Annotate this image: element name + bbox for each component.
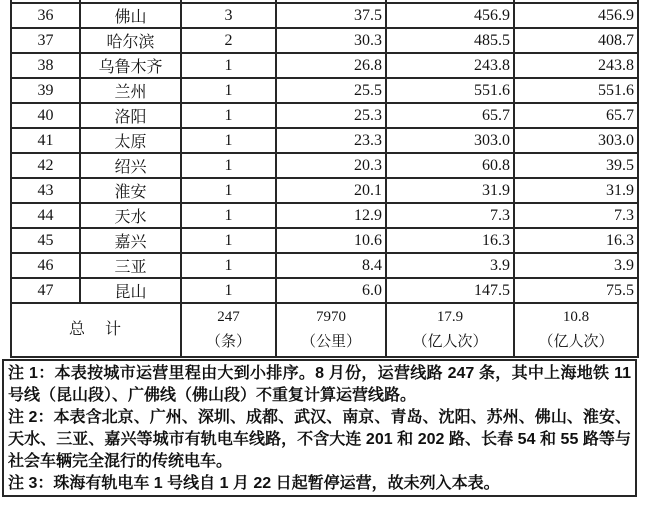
table-row: [11, 228, 638, 253]
metric1-cell: 243.8: [386, 53, 514, 78]
line-count-cell: 1: [181, 53, 276, 78]
mileage-cell: 37.5: [276, 3, 386, 28]
rank-cell: 47: [11, 278, 80, 303]
table-row: [11, 128, 638, 153]
metric2-cell: 243.8: [514, 53, 638, 78]
total-metric2-cell: [514, 303, 638, 357]
mileage-cell: 26.8: [276, 53, 386, 78]
total-mileage-cell: [276, 303, 386, 357]
rank-cell: 37: [11, 28, 80, 53]
line-count-cell: 1: [181, 203, 276, 228]
metric2-cell: 7.3: [514, 203, 638, 228]
table-row: [11, 28, 638, 53]
table-row: [11, 178, 638, 203]
metric1-cell: 7.3: [386, 203, 514, 228]
total-label-cell: [11, 303, 181, 357]
city-cell: 兰州: [80, 78, 181, 103]
metric1-cell: 303.0: [386, 128, 514, 153]
total-metric1-unit: （亿人次）: [412, 334, 488, 350]
line-count-cell: 1: [181, 103, 276, 128]
footnote-2: 注 2：本表含北京、广州、深圳、成都、武汉、南京、青岛、沈阳、苏州、佛山、淮安、天水、三亚、嘉兴等城市有轨电车线路，不含大连 201 和 202 路、长春 54 和 55 路等与社会车辆完全混行的传统电车。: [8, 409, 631, 470]
table-row: [11, 203, 638, 228]
rank-cell: 40: [11, 103, 80, 128]
metric1-cell: 60.8: [386, 153, 514, 178]
rank-cell: 44: [11, 203, 80, 228]
line-count-cell: 1: [181, 228, 276, 253]
footnote-1: 注 1：本表按城市运营里程由大到小排序。8 月份，运营线路 247 条，其中上海地铁 11 号线（昆山段）、广佛线（佛山段）不重复计算运营线路。: [8, 365, 631, 404]
total-row: [11, 303, 638, 357]
table-row: [11, 53, 638, 78]
total-metric2-value: 10.8: [562, 309, 590, 325]
mileage-cell: 10.6: [276, 228, 386, 253]
total-metric1-cell: [386, 303, 514, 357]
city-cell: 佛山: [80, 3, 181, 28]
metric2-cell: 551.6: [514, 78, 638, 103]
city-cell: 太原: [80, 128, 181, 153]
mileage-cell: 20.3: [276, 153, 386, 178]
table-row: [11, 153, 638, 178]
line-count-cell: 1: [181, 78, 276, 103]
metric2-cell: 31.9: [514, 178, 638, 203]
metric2-cell: 16.3: [514, 228, 638, 253]
line-count-cell: 1: [181, 178, 276, 203]
line-count-cell: 2: [181, 28, 276, 53]
mileage-cell: 6.0: [276, 278, 386, 303]
mileage-cell: 30.3: [276, 28, 386, 53]
table-row: [11, 3, 638, 28]
table-row: [11, 78, 638, 103]
city-cell: 淮安: [80, 178, 181, 203]
total-metric1-value: 17.9: [436, 309, 464, 325]
line-count-cell: 1: [181, 278, 276, 303]
rank-cell: 38: [11, 53, 80, 78]
footnote-3: 注 3：珠海有轨电车 1 号线自 1 月 22 日起暂停运营，故未列入本表。: [8, 475, 500, 492]
table-row: [11, 278, 638, 303]
line-count-cell: 3: [181, 3, 276, 28]
total-lines-value: 247: [217, 309, 240, 325]
rank-cell: 41: [11, 128, 80, 153]
rank-cell: 45: [11, 228, 80, 253]
footnotes-box: [2, 359, 637, 497]
metric1-cell: 147.5: [386, 278, 514, 303]
rank-cell: 39: [11, 78, 80, 103]
metric2-cell: 3.9: [514, 253, 638, 278]
metric1-cell: 65.7: [386, 103, 514, 128]
metric1-cell: 551.6: [386, 78, 514, 103]
city-cell: 昆山: [80, 278, 181, 303]
metric2-cell: 303.0: [514, 128, 638, 153]
metric2-cell: 39.5: [514, 153, 638, 178]
rank-cell: 43: [11, 178, 80, 203]
table-row: [11, 253, 638, 278]
total-metric2-unit: （亿人次）: [538, 334, 614, 350]
city-cell: 天水: [80, 203, 181, 228]
total-mileage-value: 7970: [316, 309, 346, 325]
total-mileage-unit: （公里）: [300, 334, 361, 350]
line-count-cell: 1: [181, 153, 276, 178]
mileage-cell: 25.5: [276, 78, 386, 103]
total-lines-unit: （条）: [205, 334, 251, 350]
city-cell: 乌鲁木齐: [80, 53, 181, 78]
metric2-cell: 408.7: [514, 28, 638, 53]
table-row: [11, 103, 638, 128]
metric2-cell: 456.9: [514, 3, 638, 28]
line-count-cell: 1: [181, 128, 276, 153]
total-label: 总 计: [68, 321, 123, 338]
metric1-cell: 31.9: [386, 178, 514, 203]
mileage-cell: 25.3: [276, 103, 386, 128]
mileage-cell: 8.4: [276, 253, 386, 278]
metric1-cell: 456.9: [386, 3, 514, 28]
rank-cell: 42: [11, 153, 80, 178]
line-count-cell: 1: [181, 253, 276, 278]
metric2-cell: 65.7: [514, 103, 638, 128]
rank-cell: 36: [11, 3, 80, 28]
city-cell: 三亚: [80, 253, 181, 278]
rail-transit-table: [10, 0, 639, 358]
mileage-cell: 23.3: [276, 128, 386, 153]
metric2-cell: 75.5: [514, 278, 638, 303]
mileage-cell: 12.9: [276, 203, 386, 228]
city-cell: 绍兴: [80, 153, 181, 178]
city-cell: 嘉兴: [80, 228, 181, 253]
metric1-cell: 485.5: [386, 28, 514, 53]
metric1-cell: 3.9: [386, 253, 514, 278]
city-cell: 哈尔滨: [80, 28, 181, 53]
mileage-cell: 20.1: [276, 178, 386, 203]
city-cell: 洛阳: [80, 103, 181, 128]
rank-cell: 46: [11, 253, 80, 278]
metric1-cell: 16.3: [386, 228, 514, 253]
total-lines-cell: [181, 303, 276, 357]
